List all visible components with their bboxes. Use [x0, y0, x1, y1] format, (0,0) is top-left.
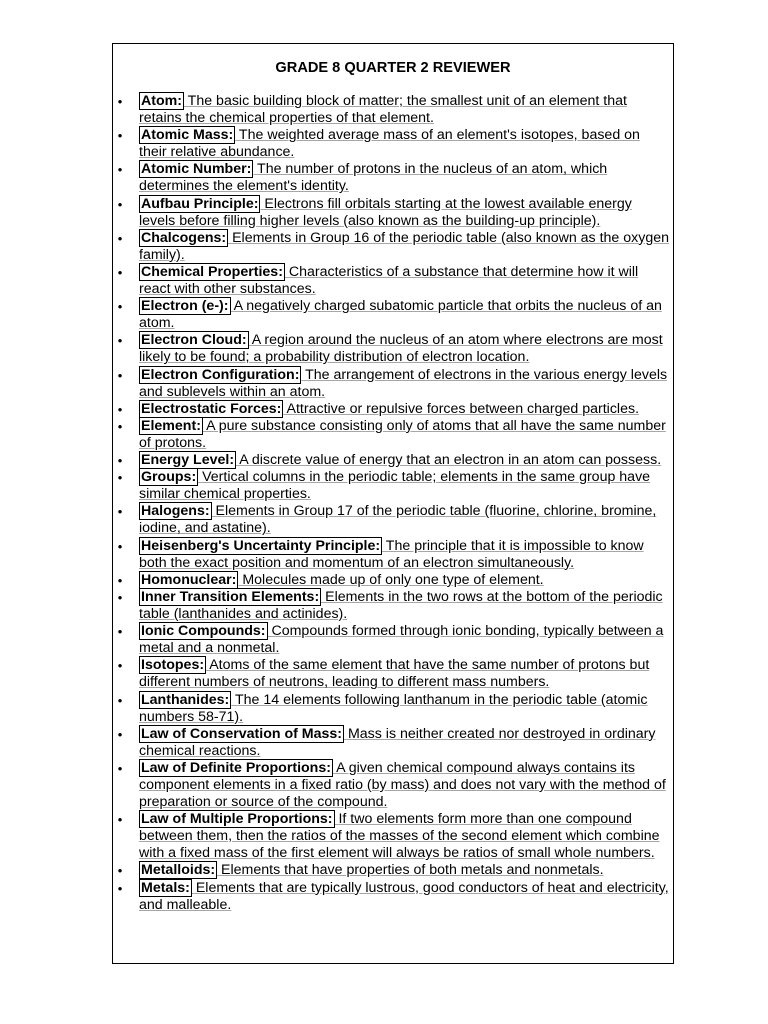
bullet-icon: • [117, 726, 123, 742]
glossary-term: Metals: [141, 879, 190, 896]
glossary-item [113, 572, 673, 589]
bullet-icon: • [117, 880, 123, 896]
bullet-icon: • [117, 590, 123, 605]
glossary-term: Aufbau Principle: [141, 195, 259, 212]
glossary-definition: The basic building block of matter; the smallest unit of an element that retains the chemical properties of that element. [139, 93, 627, 126]
bullet-icon: • [117, 128, 123, 144]
glossary-item [113, 862, 673, 879]
bullet-icon: • [117, 299, 123, 315]
glossary-item [113, 692, 673, 726]
glossary-term: Ionic Compounds: [141, 623, 266, 640]
glossary-item [113, 161, 673, 195]
glossary-term: Homonuclear: [141, 571, 237, 588]
glossary-definition: The number of protons in the nucleus of an atom, which determines the element's identity. [139, 161, 608, 195]
glossary-definition: Elements that have properties of both metals and nonmetals. [217, 862, 604, 879]
glossary-definition: The arrangement of electrons in the various energy levels and sublevels within an atom. [139, 366, 668, 400]
glossary-definition: Atoms of the same element that have the same number of protons but different numbers of neutrons, leading to different mass numbers. [139, 657, 650, 691]
glossary-term: Law of Conservation of Mass: [141, 725, 343, 742]
glossary-item [113, 367, 673, 401]
bullet-icon: • [117, 624, 123, 640]
bullet-icon: • [117, 94, 123, 109]
glossary-term: Metalloids: [141, 862, 216, 879]
glossary-definition: The 14 elements following lanthanum in the periodic table (atomic numbers 58-71). [139, 691, 648, 725]
glossary-definition: Elements in Group 16 of the periodic table (also known as the oxygen family). [139, 229, 669, 263]
glossary-list [113, 93, 673, 914]
bullet-icon: • [117, 760, 123, 776]
glossary-term: Electron (e-): [141, 298, 229, 315]
glossary-item [113, 760, 673, 811]
glossary-item [113, 196, 673, 230]
page-title: GRADE 8 QUARTER 2 REVIEWER [275, 60, 511, 76]
glossary-term: Law of Definite Proportions: [141, 759, 331, 776]
glossary-item [113, 811, 673, 862]
glossary-item [113, 538, 673, 572]
glossary-definition: A given chemical compound always contains its component elements in a fixed ratio (by mass) and does not vary with the method of preparation or source of the compound. [139, 759, 666, 810]
glossary-term: Halogens: [141, 503, 210, 520]
glossary-definition: The principle that it is impossible to know both the exact position and momentum of an electron simultaneously. [139, 537, 644, 571]
bullet-icon: • [117, 196, 123, 212]
glossary-item [113, 264, 673, 298]
glossary-item [113, 401, 673, 418]
glossary-item [113, 623, 673, 657]
reviewer-page [112, 43, 674, 964]
glossary-item [113, 452, 673, 469]
glossary-definition: Compounds formed through ionic bonding, typically between a metal and a nonmetal. [139, 623, 664, 657]
glossary-definition: Characteristics of a substance that determine how it will react with other substances. [139, 263, 639, 297]
glossary-term: Chalcogens: [141, 229, 227, 246]
glossary-definition: Molecules made up of only one type of element. [238, 571, 544, 588]
bullet-icon: • [117, 812, 123, 828]
glossary-item [113, 127, 673, 161]
glossary-definition: A region around the nucleus of an atom where electrons are most likely to be found; a probability distribution of electron location. [139, 332, 663, 366]
glossary-definition: A negatively charged subatomic particle that orbits the nucleus of an atom. [139, 298, 662, 332]
glossary-term: Law of Multiple Proportions: [141, 811, 333, 828]
glossary-definition: Elements in Group 17 of the periodic table (fluorine, chlorine, bromine, iodine, and astatine). [139, 503, 657, 537]
glossary-item [113, 93, 673, 127]
glossary-item [113, 469, 673, 503]
glossary-definition: A pure substance consisting only of atoms that all have the same number of protons. [139, 417, 666, 451]
bullet-icon: • [117, 162, 123, 178]
glossary-item [113, 298, 673, 332]
bullet-icon: • [117, 230, 123, 246]
bullet-icon: • [117, 264, 123, 280]
glossary-definition: Elements in the two rows at the bottom of the periodic table (lanthanides and actinides). [139, 589, 663, 622]
glossary-term: Inner Transition Elements: [141, 589, 320, 605]
bullet-icon: • [117, 453, 123, 469]
glossary-term: Atom: [141, 93, 182, 109]
glossary-definition: The weighted average mass of an element's isotopes, based on their relative abundance. [139, 127, 640, 161]
glossary-term: Electron Configuration: [141, 366, 300, 383]
glossary-item [113, 880, 673, 914]
glossary-term: Atomic Number: [141, 161, 252, 178]
glossary-term: Heisenberg's Uncertainty Principle: [141, 537, 381, 554]
glossary-item [113, 503, 673, 537]
bullet-icon: • [117, 367, 123, 383]
glossary-item [113, 332, 673, 366]
glossary-item [113, 589, 673, 623]
bullet-icon: • [117, 692, 123, 708]
glossary-item [113, 726, 673, 760]
bullet-icon: • [117, 401, 123, 417]
glossary-term: Element: [141, 417, 201, 434]
glossary-term: Groups: [141, 469, 197, 486]
glossary-definition: A discrete value of energy that an electron in an atom can possess. [236, 452, 662, 469]
glossary-item [113, 657, 673, 691]
bullet-icon: • [117, 572, 123, 588]
glossary-term: Atomic Mass: [141, 127, 234, 144]
glossary-term: Chemical Properties: [141, 263, 283, 280]
glossary-term: Isotopes: [141, 657, 205, 674]
bullet-icon: • [117, 333, 123, 349]
glossary-term: Energy Level: [141, 452, 235, 469]
glossary-definition: If two elements form more than one compound between them, then the ratios of the masses of the second element which combine with a fixed mass of the first element will always be ratios of small whole numbers. [139, 811, 660, 862]
glossary-definition: Mass is neither created nor destroyed in ordinary chemical reactions. [139, 725, 656, 759]
glossary-item [113, 230, 673, 264]
glossary-term: Electrostatic Forces: [141, 400, 282, 417]
bullet-icon: • [117, 470, 123, 486]
bullet-icon: • [117, 863, 123, 879]
glossary-definition: Elements that are typically lustrous, good conductors of heat and electricity, and malleable. [139, 879, 669, 913]
bullet-icon: • [117, 504, 123, 520]
glossary-definition: Electrons fill orbitals starting at the lowest available energy levels before filling higher levels (also known as the building-up principle). [139, 195, 632, 229]
glossary-definition: Attractive or repulsive forces between charged particles. [283, 400, 640, 417]
glossary-item [113, 418, 673, 452]
glossary-term: Lanthanides: [141, 691, 230, 708]
bullet-icon: • [117, 538, 123, 554]
glossary-definition: Vertical columns in the periodic table; elements in the same group have similar chemical properties. [139, 469, 651, 503]
glossary-term: Electron Cloud: [141, 332, 247, 349]
bullet-icon: • [117, 418, 123, 434]
bullet-icon: • [117, 658, 123, 674]
